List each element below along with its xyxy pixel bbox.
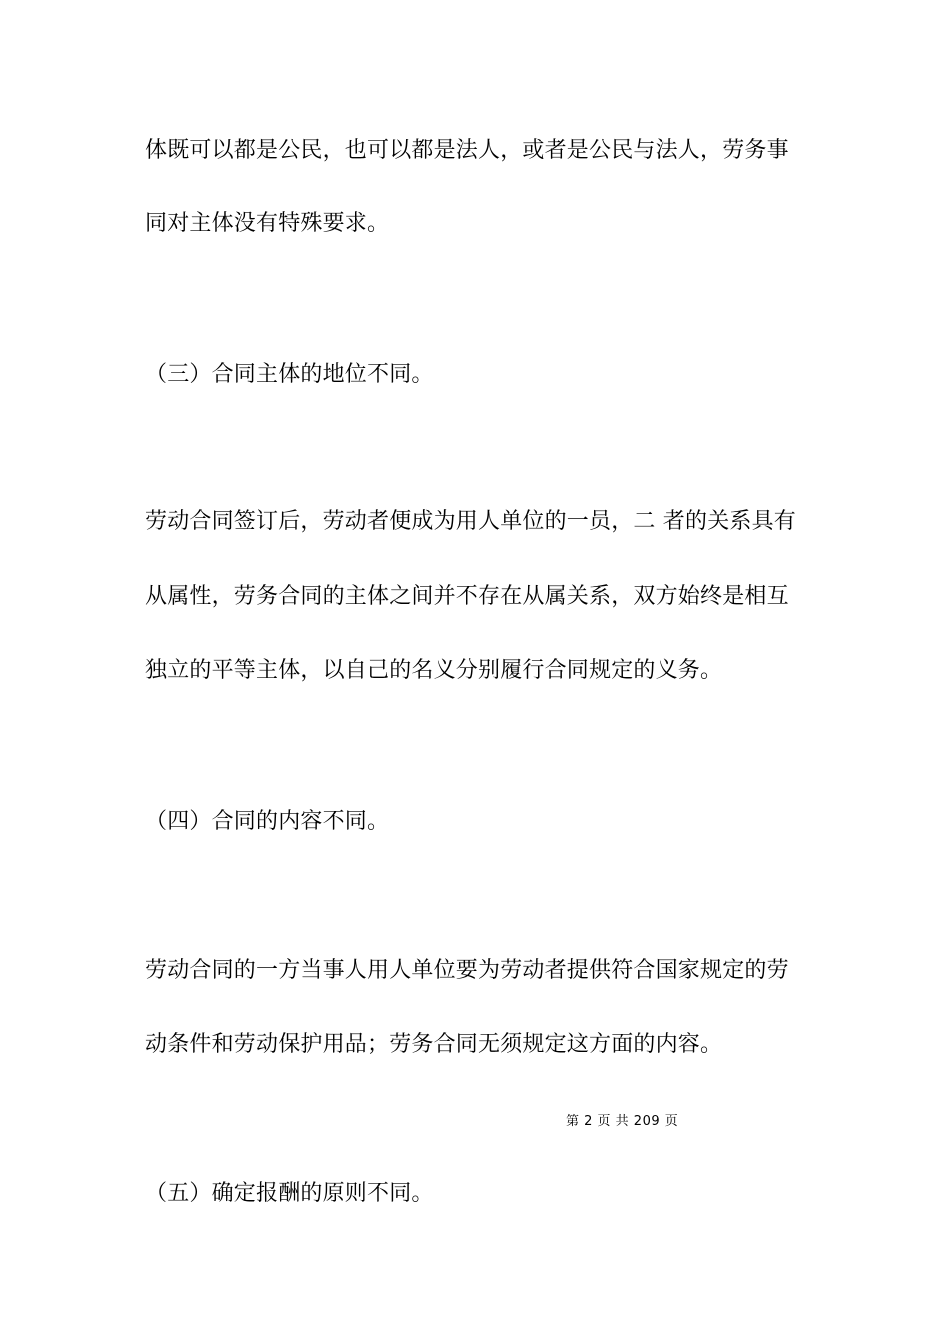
section-heading: （五）确定报酬的原则不同。	[145, 1181, 434, 1206]
paragraph-line: 劳动合同签订后，劳动者便成为用人单位的一员，二 者的关系具有	[145, 509, 796, 534]
section-heading: （四）合同的内容不同。	[145, 809, 390, 834]
paragraph-line: 体既可以都是公民，也可以都是法人，或者是公民与法人，劳务事	[145, 138, 789, 163]
paragraph-line: 动条件和劳动保护用品；劳务合同无须规定这方面的内容。	[145, 1032, 723, 1057]
page-footer: 第 2 页 共 209 页	[566, 1114, 679, 1129]
paragraph-line: 独立的平等主体，以自己的名义分别履行合同规定的义务。	[145, 658, 723, 683]
paragraph-line: 从属性，劳务合同的主体之间并不存在从属关系，双方始终是相互	[145, 584, 789, 609]
section-heading: （三）合同主体的地位不同。	[145, 362, 434, 387]
paragraph-line: 同对主体没有特殊要求。	[145, 211, 390, 236]
paragraph-line: 劳动合同的一方当事人用人单位要为劳动者提供符合国家规定的劳	[145, 958, 789, 983]
